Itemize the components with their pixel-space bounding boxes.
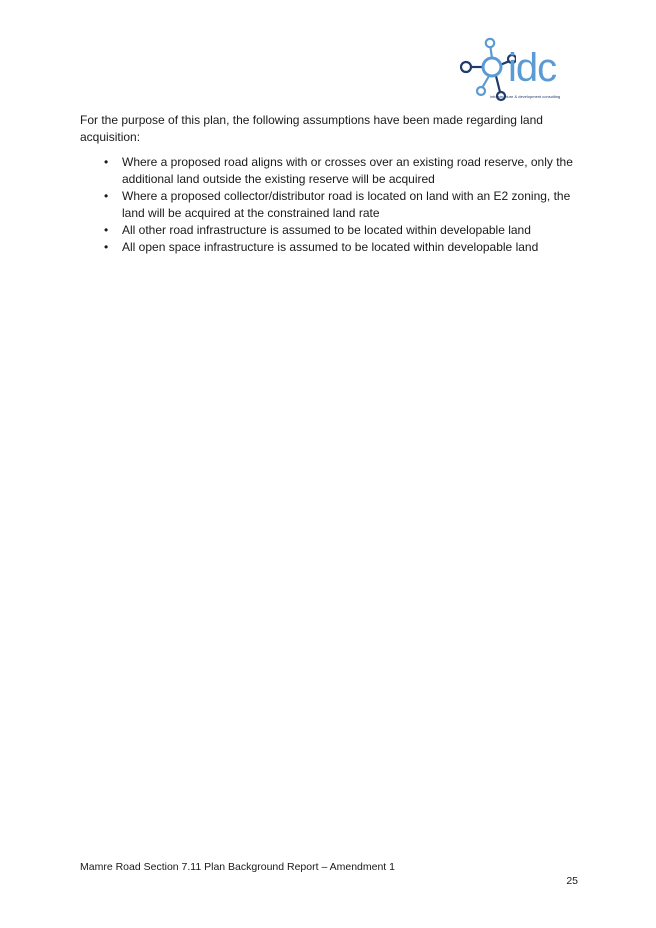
intro-paragraph: For the purpose of this plan, the following assumptions have been made regarding land acquisition: (80, 113, 543, 144)
page-number: 25 (566, 875, 578, 887)
bullet-icon: • (104, 223, 109, 237)
bullet-icon: • (104, 155, 109, 169)
list-item (80, 188, 580, 222)
list-item (80, 154, 580, 188)
list-item (80, 222, 580, 239)
list-item-text: Where a proposed road aligns with or crosses over an existing road reserve, only the additional land outside the existing reserve will be acquired (122, 155, 573, 186)
list-item-text: Where a proposed collector/distributor road is located on land with an E2 zoning, the land will be acquired at the constrained land rate (122, 189, 571, 220)
bullet-icon: • (104, 189, 109, 203)
bullet-icon: • (104, 240, 109, 254)
logo-tagline: infrastructure & development consulting (490, 94, 561, 99)
footer-document-title: Mamre Road Section 7.11 Plan Background Report – Amendment 1 (80, 861, 395, 873)
list-item-text: All other road infrastructure is assumed to be located within developable land (122, 223, 531, 237)
list-item-text: All open space infrastructure is assumed to be located within developable land (122, 240, 539, 254)
idc-logo (456, 36, 580, 104)
assumption-list (80, 154, 580, 256)
logo-wordmark: idc (508, 46, 557, 90)
list-item (80, 239, 580, 256)
